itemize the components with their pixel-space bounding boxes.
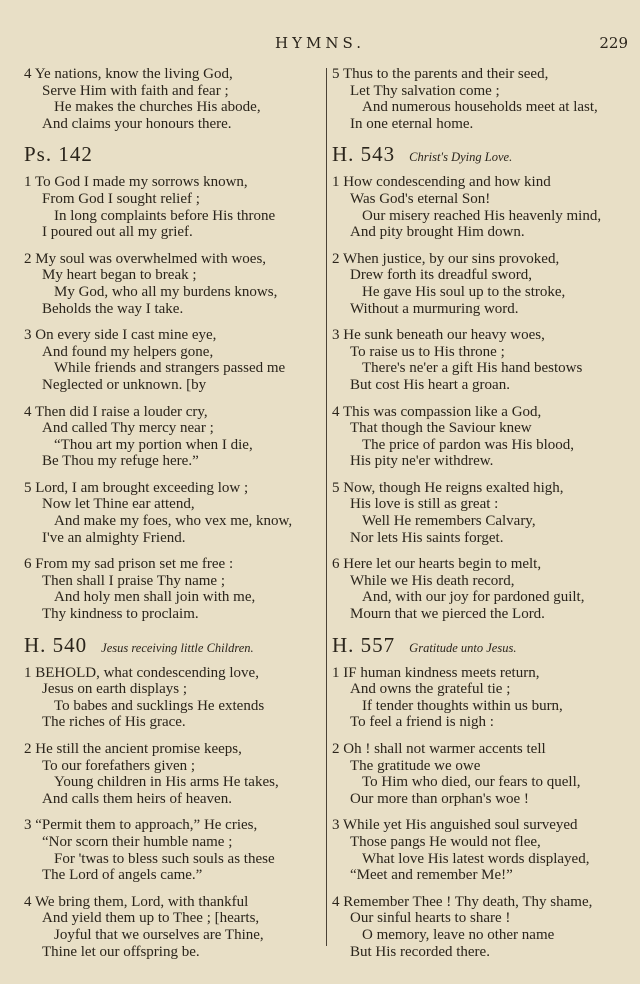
hymn-number: H. 557 [332,632,396,657]
verse-line: There's ne'er a gift His hand bestows [362,360,583,377]
verse-line: 5 Thus to the parents and their seed, [332,66,549,82]
verse-line: Without a murmuring word. [350,300,519,317]
verse-line: 6 From my sad prison set me free : [24,556,234,573]
hymn-subtitle: Gratitude unto Jesus. [409,640,517,655]
verse-line: And found my helpers gone, [42,343,214,360]
verse-line: His love is still as great : [350,496,499,513]
verse-line: 4 Ye nations, know the living God, [24,66,233,82]
verse-line: 4 Remember Thee ! Thy death, Thy shame, [332,893,593,910]
verse [332,66,632,132]
verse-line: My God, who all my burdens knows, [54,283,278,300]
verse-line: I poured out all my grief. [42,224,193,241]
verse-line: 1 How condescending and how kind [332,174,551,191]
verse-line: 1 IF human kindness meets return, [332,664,540,681]
verse-line: To our forefathers given ; [42,757,196,774]
hymn-subtitle: Christ's Dying Love. [409,150,513,165]
verse-line: And pity brought Him down. [350,224,525,241]
verse-line: But His recorded there. [350,943,490,960]
verse [24,404,322,470]
verse-line: That though the Saviour knew [350,420,532,437]
column-divider [326,68,327,946]
verse [24,251,322,317]
verse-line: 5 Now, though He reigns exalted high, [332,479,564,496]
verse-line: I've an almighty Friend. [42,529,186,546]
verse [24,817,322,883]
verse-line: In one eternal home. [350,115,474,132]
verse-line: But cost His heart a groan. [350,376,510,393]
verse-line: 2 When justice, by our sins provoked, [332,250,560,267]
verse-line: Young children in His arms He takes, [54,774,279,791]
verse-line: 1 To God I made my sorrows known, [24,174,248,191]
verse-line: 3 “Permit them to approach,” He cries, [24,817,258,834]
verse-line: If tender thoughts within us burn, [362,697,563,714]
right-column [332,66,632,970]
hymn-heading [24,142,322,167]
running-title: HYMNS. [275,34,365,52]
verse-line: 5 Lord, I am brought exceeding low ; [24,479,249,496]
left-column [24,66,322,970]
verse-line: Thy kindness to proclaim. [42,606,199,623]
verse-line: For 'twas to bless such souls as these [54,850,275,867]
verse-line: From God I sought relief ; [42,190,200,207]
verse-line: He makes the churches His abode, [54,99,261,116]
verse-line: 3 While yet His anguished soul surveyed [332,817,578,834]
verse-line: 3 He sunk beneath our heavy woes, [332,327,545,344]
verse-line: O memory, leave no other name [362,926,555,943]
verse [24,327,322,393]
verse [24,556,322,622]
verse-line: And numerous households meet at last, [362,99,598,116]
verse [332,665,632,731]
hymn-heading [332,633,632,655]
verse-line: Drew forth its dreadful sword, [350,267,533,284]
verse-line: Well He remembers Calvary, [362,513,536,530]
verse-line: And yield them up to Thee ; [hearts, [42,910,260,927]
hymn-heading [24,633,322,655]
verse-line: Was God's eternal Son! [350,190,491,207]
verse-line: The price of pardon was His blood, [362,436,575,453]
verse-line: 2 He still the ancient promise keeps, [24,741,242,757]
verse-line: Joyful that we ourselves are Thine, [54,926,264,943]
verse-line: To raise us to His throne ; [350,343,505,360]
hymn-heading [332,142,632,167]
verse-line: And claims your honours there. [42,115,232,132]
verse-line: And holy men shall join with me, [54,589,256,606]
verse-line: My heart began to break ; [42,267,197,284]
verse-line: 4 This was compassion like a God, [332,403,542,420]
hymn-number: H. 543 [332,142,396,167]
verse [332,894,632,960]
verse-line: In long complaints before His throne [54,207,276,224]
verse-line: 2 Oh ! shall not warmer accents tell [332,741,546,757]
verse [24,480,322,546]
page-number: 229 [599,34,628,52]
verse-line: Mourn that we pierced the Lord. [350,606,545,623]
verse-line: Nor lets His saints forget. [350,529,504,546]
verse [332,817,632,883]
verse [24,174,322,240]
verse-line: Be Thou my refuge here.” [42,453,199,470]
verse-line: Jesus on earth displays ; [42,681,187,698]
verse-line: Our sinful hearts to share ! [350,910,511,927]
verse-line: 1 BEHOLD, what condescending love, [24,664,259,681]
hymn-subtitle: Jesus receiving little Children. [101,640,254,655]
verse-line: Thine let our offspring be. [42,943,200,960]
verse-line: He gave His soul up to the stroke, [362,283,566,300]
verse-line: His pity ne'er withdrew. [350,453,494,470]
verse-line: And owns the grateful tie ; [350,681,511,698]
verse-line: Those pangs He would not flee, [350,833,541,850]
verse [332,556,632,622]
verse-line: 4 Then did I raise a louder cry, [24,403,208,420]
verse-line: And, with our joy for pardoned guilt, [362,589,585,606]
verse-line: And calls them heirs of heaven. [42,790,232,807]
verse [24,66,322,132]
verse-line: What love His latest words displayed, [362,850,590,867]
verse-line: The riches of His grace. [42,714,186,731]
verse [332,404,632,470]
verse-line: The Lord of angels came.” [42,867,203,884]
page-header [0,34,640,54]
verse [332,251,632,317]
verse-line: 2 My soul was overwhelmed with woes, [24,250,267,267]
verse [24,894,322,960]
verse-line: “Meet and remember Me!” [350,867,513,884]
verse-line: Neglected or unknown. [by [42,376,207,393]
verse-line: To babes and sucklings He extends [54,697,265,714]
verse-line: While friends and strangers passed me [54,360,286,377]
verse-line: “Thou art my portion when I die, [54,436,253,453]
verse-line: To Him who died, our fears to quell, [362,774,581,791]
verse-line: Our misery reached His heavenly mind, [362,207,602,224]
hymn-number: Ps. 142 [24,142,93,167]
verse [332,480,632,546]
verse-line: 3 On every side I cast mine eye, [24,327,217,344]
hymn-number: H. 540 [24,632,88,657]
verse-line: 4 We bring them, Lord, with thankful [24,893,249,910]
verse-line: Let Thy salvation come ; [350,82,500,99]
verse [332,741,632,807]
verse-line: Serve Him with faith and fear ; [42,82,229,99]
verse-line: To feel a friend is nigh : [350,714,494,731]
verse [332,327,632,393]
verse [332,174,632,240]
verse-line: 6 Here let our hearts begin to melt, [332,556,542,573]
verse-line: Beholds the way I take. [42,300,184,317]
verse-line: Then shall I praise Thy name ; [42,572,226,589]
verse-line: “Nor scorn their humble name ; [42,833,233,850]
verse-line: While we His death record, [350,572,515,589]
verse-line: And called Thy mercy near ; [42,420,214,437]
verse-line: The gratitude we owe [350,757,481,774]
verse-line: And make my foes, who vex me, know, [54,513,293,530]
verse-line: Our more than orphan's woe ! [350,790,529,807]
verse [24,665,322,731]
verse-line: Now let Thine ear attend, [42,496,195,513]
verse [24,741,322,807]
